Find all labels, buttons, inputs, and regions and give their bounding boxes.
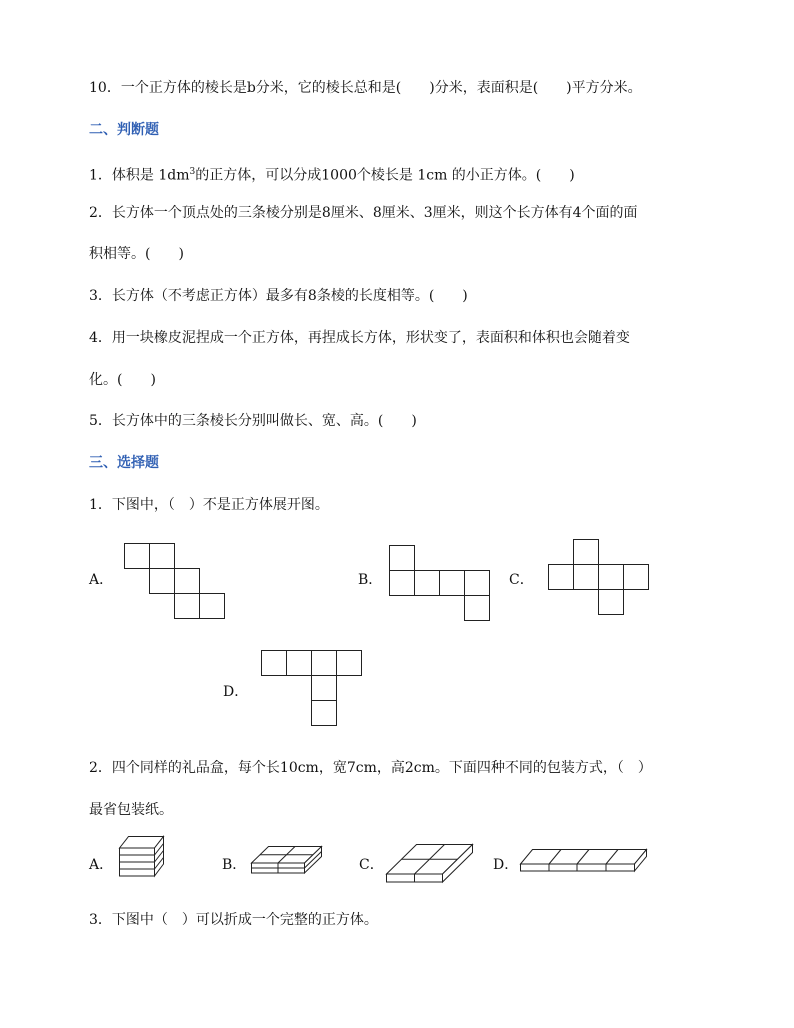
option-a-label: A． — [89, 572, 114, 588]
stack-vertical-figure — [119, 836, 165, 882]
judgement-heading: 二、判断题 — [89, 122, 159, 138]
choice-question-2-line1: 2．四个同样的礼品盒，每个长10cm，宽7cm，高2cm。下面四种不同的包装方式，（ ） — [89, 760, 652, 776]
option-c-label: C． — [509, 572, 534, 588]
judgement-question-2-line2: 积相等。( ) — [89, 246, 184, 262]
judgement-question-4-line1: 4．用一块橡皮泥捏成一个正方体，再捏成长方体，形状变了，表面积和体积也会随着变 — [89, 330, 630, 346]
option-a-label-q2: A． — [89, 857, 114, 873]
choice-question-3: 3．下图中（ ）可以折成一个完整的正方体。 — [89, 912, 378, 928]
fill-question-10: 10．一个正方体的棱长是b分米，它的棱长总和是( )分米，表面积是( )平方分米。 — [89, 80, 642, 96]
q1-text-b: 的正方体，可以分成1000个棱长是 1cm 的小正方体。( ) — [195, 167, 575, 184]
stack-flat-square-figure — [386, 844, 474, 886]
net-b-figure — [389, 545, 492, 622]
choice-question-2-line2: 最省包装纸。 — [89, 802, 173, 818]
q1-text-a: 1．体积是 1dm — [89, 167, 190, 184]
choice-question-1: 1．下图中，（ ）不是正方体展开图。 — [89, 497, 329, 513]
stack-row-figure — [520, 849, 648, 873]
option-d-label-q2: D． — [493, 857, 519, 873]
option-b-label: B． — [358, 572, 383, 588]
stack-double-figure — [251, 846, 323, 876]
judgement-question-1 — [89, 162, 575, 186]
choice-heading: 三、选择题 — [89, 455, 159, 471]
option-b-label-q2: B． — [222, 857, 247, 873]
option-c-label-q2: C． — [359, 857, 384, 873]
judgement-question-4-line2: 化。( ) — [89, 372, 156, 388]
net-a-figure — [124, 543, 226, 620]
judgement-question-2-line1: 2．长方体一个顶点处的三条棱分别是8厘米、8厘米、3厘米，则这个长方体有4个面的面 — [89, 205, 638, 221]
net-d-figure — [261, 650, 363, 727]
net-c-figure — [548, 539, 651, 616]
judgement-question-3: 3．长方体（不考虑正方体）最多有8条棱的长度相等。( ) — [89, 288, 468, 304]
option-d-label: D． — [223, 684, 249, 700]
q1-superscript: 3 — [189, 167, 196, 177]
judgement-question-5: 5．长方体中的三条棱长分别叫做长、宽、高。( ) — [89, 413, 417, 429]
